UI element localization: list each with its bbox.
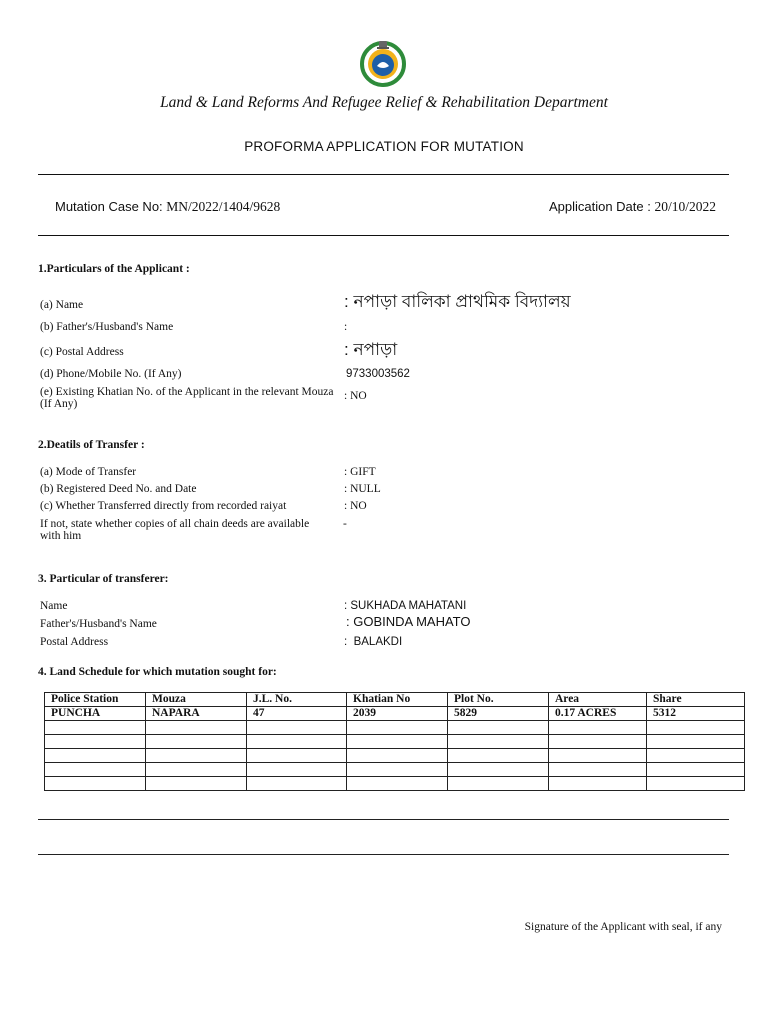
table-cell [647,735,745,749]
table-row [45,707,745,721]
department-title: Land & Land Reforms And Refugee Relief & Rehabilitation Department [160,94,608,111]
cell-khatian-no: 2039 [347,707,448,721]
table-cell [647,749,745,763]
header-jl-no: J.L. No. [247,693,347,707]
divider [38,235,729,236]
chain-deeds-value: - [343,518,347,530]
direct-transfer-label: (c) Whether Transferred directly from recorded raiyat [40,500,287,512]
cell-police-station: PUNCHA [45,707,146,721]
deed-value: : NULL [344,483,381,495]
table-cell [347,721,448,735]
table-cell [549,735,647,749]
applicant-address-label: (c) Postal Address [40,346,124,358]
table-cell [549,721,647,735]
application-date-label: Application Date : [548,199,651,214]
application-date-value: 20/10/2022 [654,199,716,214]
table-cell [647,777,745,791]
transferer-name-label: Name [40,600,68,612]
transferer-father-label: Father's/Husband's Name [40,618,157,630]
table-cell [247,749,347,763]
mutation-case-label: Mutation Case No: [55,199,163,214]
cell-plot-no: 5829 [448,707,549,721]
table-cell [448,777,549,791]
applicant-phone-value: 9733003562 [346,368,410,380]
table-row [45,749,745,763]
table-cell [45,763,146,777]
application-date [549,199,716,215]
applicant-phone-label: (d) Phone/Mobile No. (If Any) [40,368,182,380]
table-cell [448,749,549,763]
table-cell [146,749,247,763]
transfer-mode-label: (a) Mode of Transfer [40,466,137,478]
signature-line [38,819,729,820]
table-cell [647,763,745,777]
section-transfer-title: 2.Deatils of Transfer : [38,439,145,451]
transferer-father-value: : GOBINDA MAHATO [346,614,471,629]
table-row [45,735,745,749]
section-transferer-title: 3. Particular of transferer: [38,573,169,585]
table-cell [347,749,448,763]
direct-transfer-value: : NO [344,500,367,512]
header-mouza: Mouza [146,693,247,707]
table-cell [45,721,146,735]
table-cell [448,721,549,735]
table-cell [247,777,347,791]
deed-label: (b) Registered Deed No. and Date [40,483,197,495]
cell-jl-no: 47 [247,707,347,721]
table-cell [45,749,146,763]
applicant-name-label: (a) Name [40,299,84,311]
table-cell [247,763,347,777]
table-header-row [45,693,745,707]
transferer-address-label: Postal Address [40,636,109,648]
transferer-address-value: : BALAKDI [344,636,403,648]
table-row [45,777,745,791]
west-bengal-emblem-icon [358,38,408,88]
signature-caption: Signature of the Applicant with seal, if any [524,921,722,933]
header-area: Area [549,693,647,707]
signature-line [38,854,729,855]
applicant-name-value: : নপাড়া বালিকা প্রাথমিক বিদ্যালয় [344,292,571,311]
cell-area: 0.17 ACRES [549,707,647,721]
table-row [45,763,745,777]
table-cell [347,735,448,749]
applicant-father-label: (b) Father's/Husband's Name [40,321,174,333]
table-cell [247,721,347,735]
table-cell [146,735,247,749]
table-cell [146,721,247,735]
transferer-name-value: : SUKHADA MAHATANI [344,600,467,612]
header-police-station: Police Station [45,693,146,707]
cell-mouza: NAPARA [146,707,247,721]
table-cell [549,763,647,777]
table-cell [247,735,347,749]
table-cell [146,763,247,777]
land-schedule-table [44,692,745,791]
section-land-schedule-title: 4. Land Schedule for which mutation sought for: [38,666,277,678]
applicant-khatian-value: : NO [344,390,367,402]
form-title: PROFORMA APPLICATION FOR MUTATION [244,139,524,154]
table-cell [45,777,146,791]
table-cell [647,721,745,735]
chain-deeds-label: If not, state whether copies of all chain deeds are available with him [40,518,310,542]
transfer-mode-value: : GIFT [344,466,376,478]
table-cell [549,777,647,791]
divider [38,174,729,175]
table-cell [347,777,448,791]
applicant-address-value: : নপাড়া [344,340,398,359]
applicant-khatian-label: (e) Existing Khatian No. of the Applicant in the relevant Mouza (If Any) [40,386,334,410]
header-khatian-no: Khatian No [347,693,448,707]
applicant-father-value: : [344,321,348,333]
table-cell [347,763,448,777]
section-applicant-title: 1.Particulars of the Applicant : [38,263,190,275]
table-cell [549,749,647,763]
table-cell [448,763,549,777]
table-cell [448,735,549,749]
table-cell [146,777,247,791]
cell-share: 5312 [647,707,745,721]
table-row [45,721,745,735]
mutation-case [55,199,280,215]
header-share: Share [647,693,745,707]
mutation-case-number: MN/2022/1404/9628 [166,199,281,214]
table-cell [45,735,146,749]
header-plot-no: Plot No. [448,693,549,707]
